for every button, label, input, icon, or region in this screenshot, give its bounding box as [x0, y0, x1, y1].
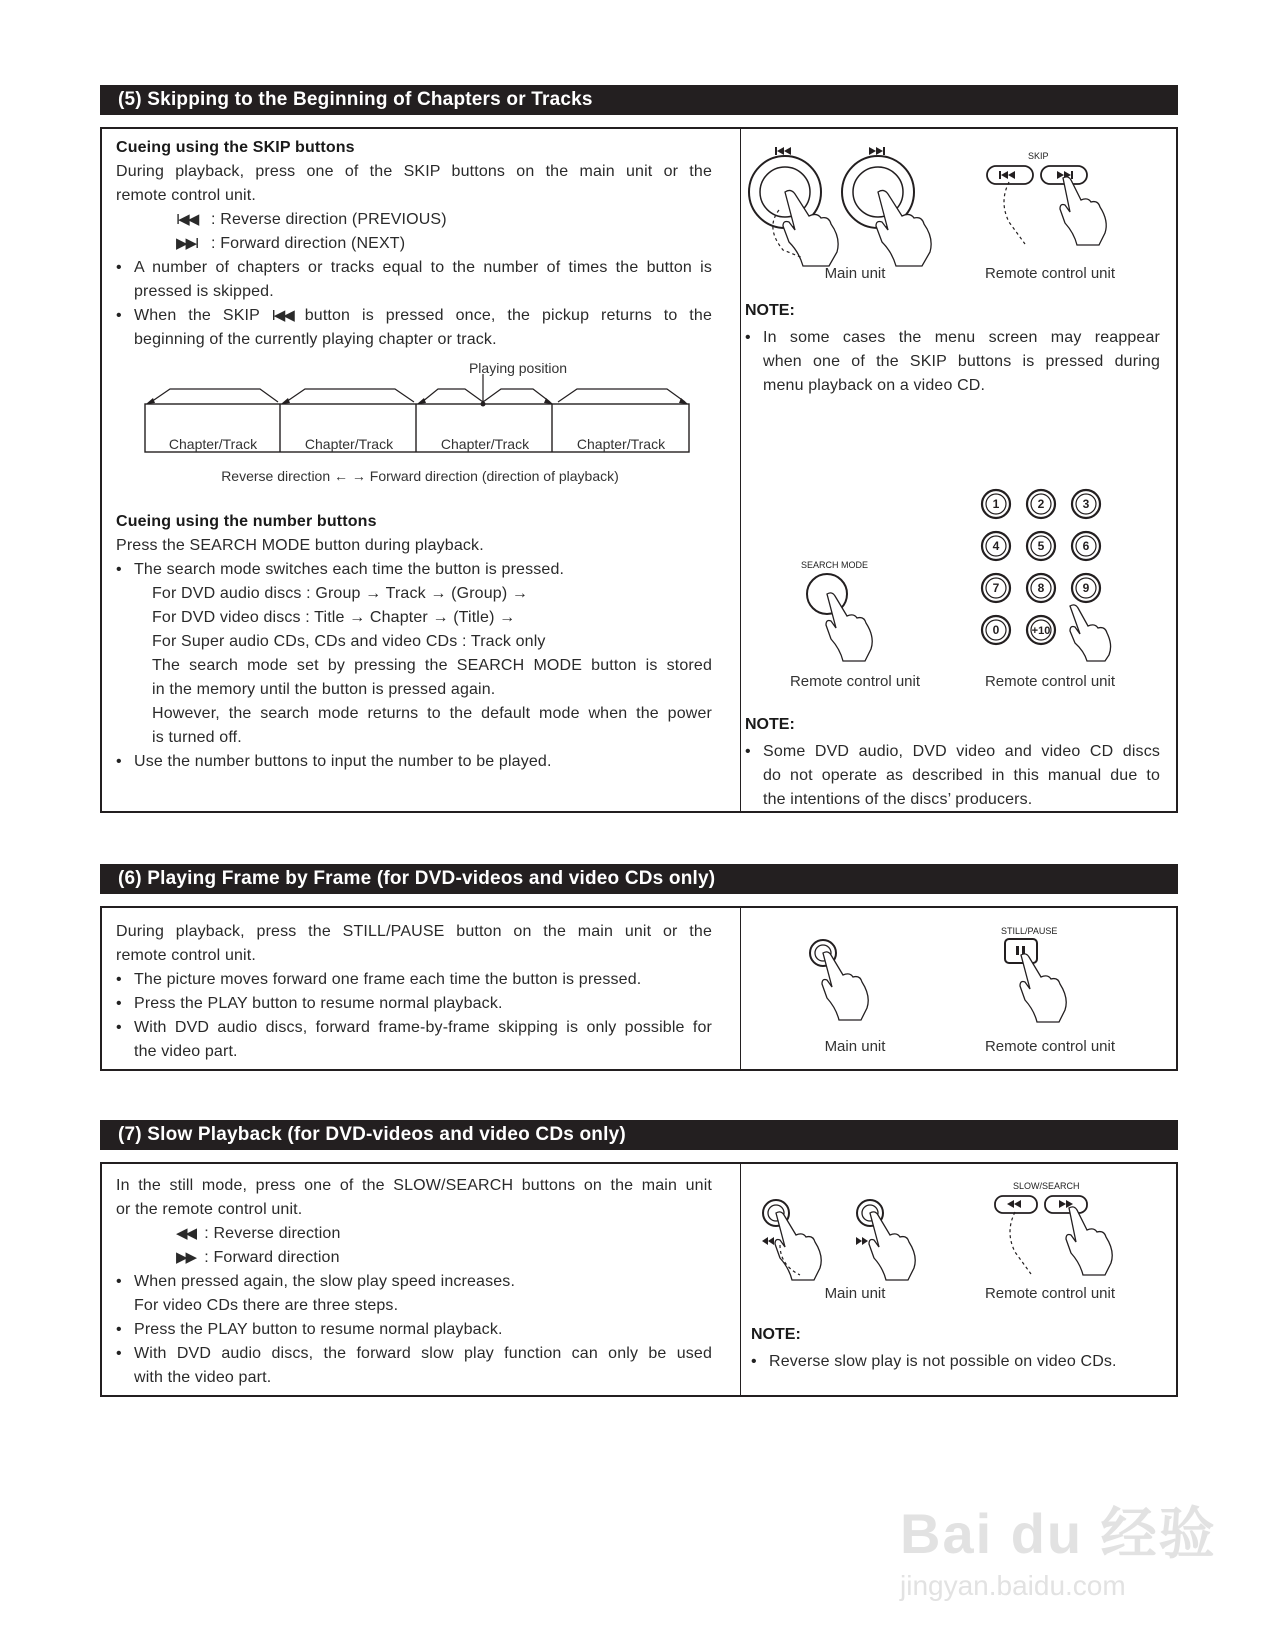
chapter-cell-1: Chapter/Track	[168, 436, 258, 452]
section-6-header: (6) Playing Frame by Frame (for DVD-videos and video CDs only)	[100, 864, 1178, 894]
bullet: •	[116, 1019, 122, 1036]
remote-skip-illustration	[975, 150, 1135, 270]
skip-intro-line2: remote control unit.	[116, 187, 256, 204]
key-0: 0	[992, 623, 1000, 637]
slow-intro-line1: In the still mode, press one of the SLOW/SEARCH buttons on the main unit	[116, 1177, 712, 1194]
note-3-text: Reverse slow play is not possible on video CDs.	[769, 1353, 1117, 1370]
key-5: 5	[1037, 539, 1045, 553]
slow-intro-line2: or the remote control unit.	[116, 1201, 303, 1218]
mode-dvd-audio: For DVD audio discs : Group → Track → (Group) →	[152, 585, 529, 602]
skip-previous-inline-icon: I◀◀	[271, 307, 293, 324]
chapter-arrowheads	[146, 398, 688, 407]
hand-icon	[869, 1212, 915, 1280]
caption-main-unit: Main unit	[824, 265, 886, 282]
bullet: •	[745, 329, 751, 346]
note-1-line2: when one of the SKIP buttons is pressed during	[763, 353, 1160, 370]
frame-intro-line2: remote control unit.	[116, 947, 256, 964]
bullet: •	[116, 753, 122, 770]
bullet: •	[116, 1273, 122, 1290]
skip-label: SKIP	[1028, 151, 1049, 161]
frame-bullet3-line1: With DVD audio discs, forward frame-by-frame skipping is only possible for	[134, 1019, 712, 1036]
caption-main-unit: Main unit	[824, 1038, 886, 1055]
mode-default-line2: is turned off.	[152, 729, 242, 746]
note-1-line3: menu playback on a video CD.	[763, 377, 986, 394]
slow-bullet1-line2: For video CDs there are three steps.	[134, 1297, 399, 1314]
slow-reverse-icon: ◀◀	[176, 1225, 196, 1242]
caption-remote-unit: Remote control unit	[984, 265, 1116, 282]
key-3: 3	[1082, 497, 1090, 511]
mode-super-audio: For Super audio CDs, CDs and video CDs : Track only	[152, 633, 546, 650]
skip-next-icon	[869, 147, 885, 155]
baidu-watermark-url: jingyan.baidu.com	[900, 1570, 1126, 1601]
hand-icon	[783, 190, 838, 266]
slow-search-label: SLOW/SEARCH	[1013, 1181, 1080, 1191]
playing-position-label: Playing position	[468, 360, 568, 376]
skip-forward-text: : Forward direction (NEXT)	[211, 235, 406, 252]
frame-bullet3-line2: the video part.	[134, 1043, 238, 1060]
caption-remote-keypad: Remote control unit	[984, 673, 1116, 690]
mode-stored-line2: in the memory until the button is pressed again.	[152, 681, 496, 698]
section-5-divider	[740, 129, 741, 811]
caption-remote-unit: Remote control unit	[984, 1285, 1116, 1302]
hand-icon	[775, 1212, 821, 1280]
slow-forward-line	[176, 1246, 340, 1270]
search-mode-illustration	[795, 556, 915, 671]
skip-intro-line1: During playback, press one of the SKIP buttons on the main unit or the	[116, 163, 712, 180]
skip-bullet1-line1: A number of chapters or tracks equal to the number of times the button is	[134, 259, 712, 276]
hand-icon	[822, 952, 868, 1020]
caption-remote-unit: Remote control unit	[984, 1038, 1116, 1055]
skip-bullet1-line2: pressed is skipped.	[134, 283, 274, 300]
key-8: 8	[1037, 581, 1045, 595]
bullet: •	[745, 743, 751, 760]
slow-bullet2: Press the PLAY button to resume normal playback.	[134, 1321, 503, 1338]
motion-dashes	[1004, 182, 1025, 244]
key-7: 7	[992, 581, 1000, 595]
section-5-header: (5) Skipping to the Beginning of Chapters or Tracks	[100, 85, 1178, 115]
hand-icon	[826, 593, 872, 661]
hand-icon	[1066, 1207, 1112, 1275]
note-2-line2: do not operate as described in this manual due to	[763, 767, 1160, 784]
skip-bullet2-text-a: When the SKIP	[134, 307, 260, 324]
skip-bullet2-text-b: button is pressed once, the pickup returns to the	[304, 307, 712, 324]
bullet: •	[116, 971, 122, 988]
number-heading: Cueing using the number buttons	[116, 513, 377, 530]
slow-bullet3-line2: with the video part.	[134, 1369, 272, 1386]
remote-slow-illustration	[985, 1180, 1145, 1290]
number-keypad-illustration	[980, 488, 1140, 663]
section-6-divider	[740, 908, 741, 1069]
note-3-title: NOTE:	[751, 1326, 801, 1343]
search-mode-label: SEARCH MODE	[801, 560, 869, 570]
bullet: •	[116, 995, 122, 1012]
skip-reverse-line	[176, 208, 447, 232]
key-plus-10: +10	[1031, 625, 1051, 637]
key-6: 6	[1082, 539, 1090, 553]
chapter-cell-2: Chapter/Track	[304, 436, 394, 452]
slow-forward-text: : Forward direction	[204, 1249, 340, 1266]
skip-previous-icon	[775, 147, 791, 155]
mode-stored-line1: The search mode set by pressing the SEARCH MODE button is stored	[152, 657, 712, 674]
main-unit-slow-illustration	[758, 1195, 938, 1290]
key-4: 4	[992, 539, 1000, 553]
key-2: 2	[1037, 497, 1045, 511]
skip-previous-icon: I◀◀	[176, 211, 198, 228]
hand-icon	[1060, 177, 1106, 245]
main-unit-still-illustration	[805, 935, 915, 1035]
frame-bullet2: Press the PLAY button to resume normal playback.	[134, 995, 503, 1012]
skip-heading: Cueing using the SKIP buttons	[116, 139, 355, 156]
skip-bullet2-line1	[134, 304, 712, 328]
frame-bullet1: The picture moves forward one frame each time the button is pressed.	[134, 971, 642, 988]
note-2-title: NOTE:	[745, 716, 795, 733]
baidu-watermark-brand: Bai du 经验	[900, 1502, 1217, 1565]
bullet: •	[116, 259, 122, 276]
key-1: 1	[992, 497, 1000, 511]
hand-icon	[1070, 605, 1111, 661]
bullet: •	[751, 1353, 757, 1370]
bullet: •	[116, 561, 122, 578]
hand-icon	[876, 190, 931, 266]
motion-dashes	[1010, 1212, 1031, 1274]
slow-bullet1-line1: When pressed again, the slow play speed increases.	[134, 1273, 516, 1290]
remote-still-illustration	[995, 925, 1115, 1035]
slow-forward-icon: ▶▶	[176, 1249, 196, 1266]
slow-reverse-line	[176, 1222, 341, 1246]
caption-main-unit: Main unit	[824, 1285, 886, 1302]
note-2-line1: Some DVD audio, DVD video and video CD discs	[763, 743, 1160, 760]
chapter-cell-4: Chapter/Track	[576, 436, 666, 452]
note-2-line3: the intentions of the discs’ producers.	[763, 791, 1033, 808]
frame-intro-line1: During playback, press the STILL/PAUSE button on the main unit or the	[116, 923, 712, 940]
slow-reverse-text: : Reverse direction	[204, 1225, 341, 1242]
caption-remote-search-mode: Remote control unit	[789, 673, 921, 690]
skip-reverse-text: : Reverse direction (PREVIOUS)	[211, 211, 447, 228]
key-9: 9	[1082, 581, 1090, 595]
chapter-cell-3: Chapter/Track	[440, 436, 530, 452]
mode-default-line1: However, the search mode returns to the default mode when the power	[152, 705, 712, 722]
still-pause-label: STILL/PAUSE	[1001, 926, 1058, 936]
mode-dvd-video: For DVD video discs : Title → Chapter → (Title) →	[152, 609, 516, 626]
main-unit-skip-illustration	[745, 140, 965, 270]
number-bullet2: Use the number buttons to input the number to be played.	[134, 753, 552, 770]
note-1-line1: In some cases the menu screen may reappear	[763, 329, 1160, 346]
section-7-header: (7) Slow Playback (for DVD-videos and video CDs only)	[100, 1120, 1178, 1150]
skip-bullet2-line2: beginning of the currently playing chapter or track.	[134, 331, 497, 348]
number-intro: Press the SEARCH MODE button during playback.	[116, 537, 484, 554]
skip-next-icon: ▶▶I	[176, 235, 198, 252]
chapter-brackets	[151, 374, 685, 402]
number-bullet1: The search mode switches each time the button is pressed.	[134, 561, 565, 578]
slow-bullet3-line1: With DVD audio discs, the forward slow play function can only be used	[134, 1345, 712, 1362]
hand-icon	[1020, 954, 1066, 1022]
skip-forward-line	[176, 232, 405, 256]
bullet: •	[116, 307, 122, 324]
remote-still-pause-button	[1005, 939, 1037, 963]
section-7-divider	[740, 1164, 741, 1395]
bullet: •	[116, 1345, 122, 1362]
direction-caption: Reverse direction ← → Forward direction (direction of playback)	[221, 468, 619, 484]
bullet: •	[116, 1321, 122, 1338]
note-1-title: NOTE:	[745, 302, 795, 319]
